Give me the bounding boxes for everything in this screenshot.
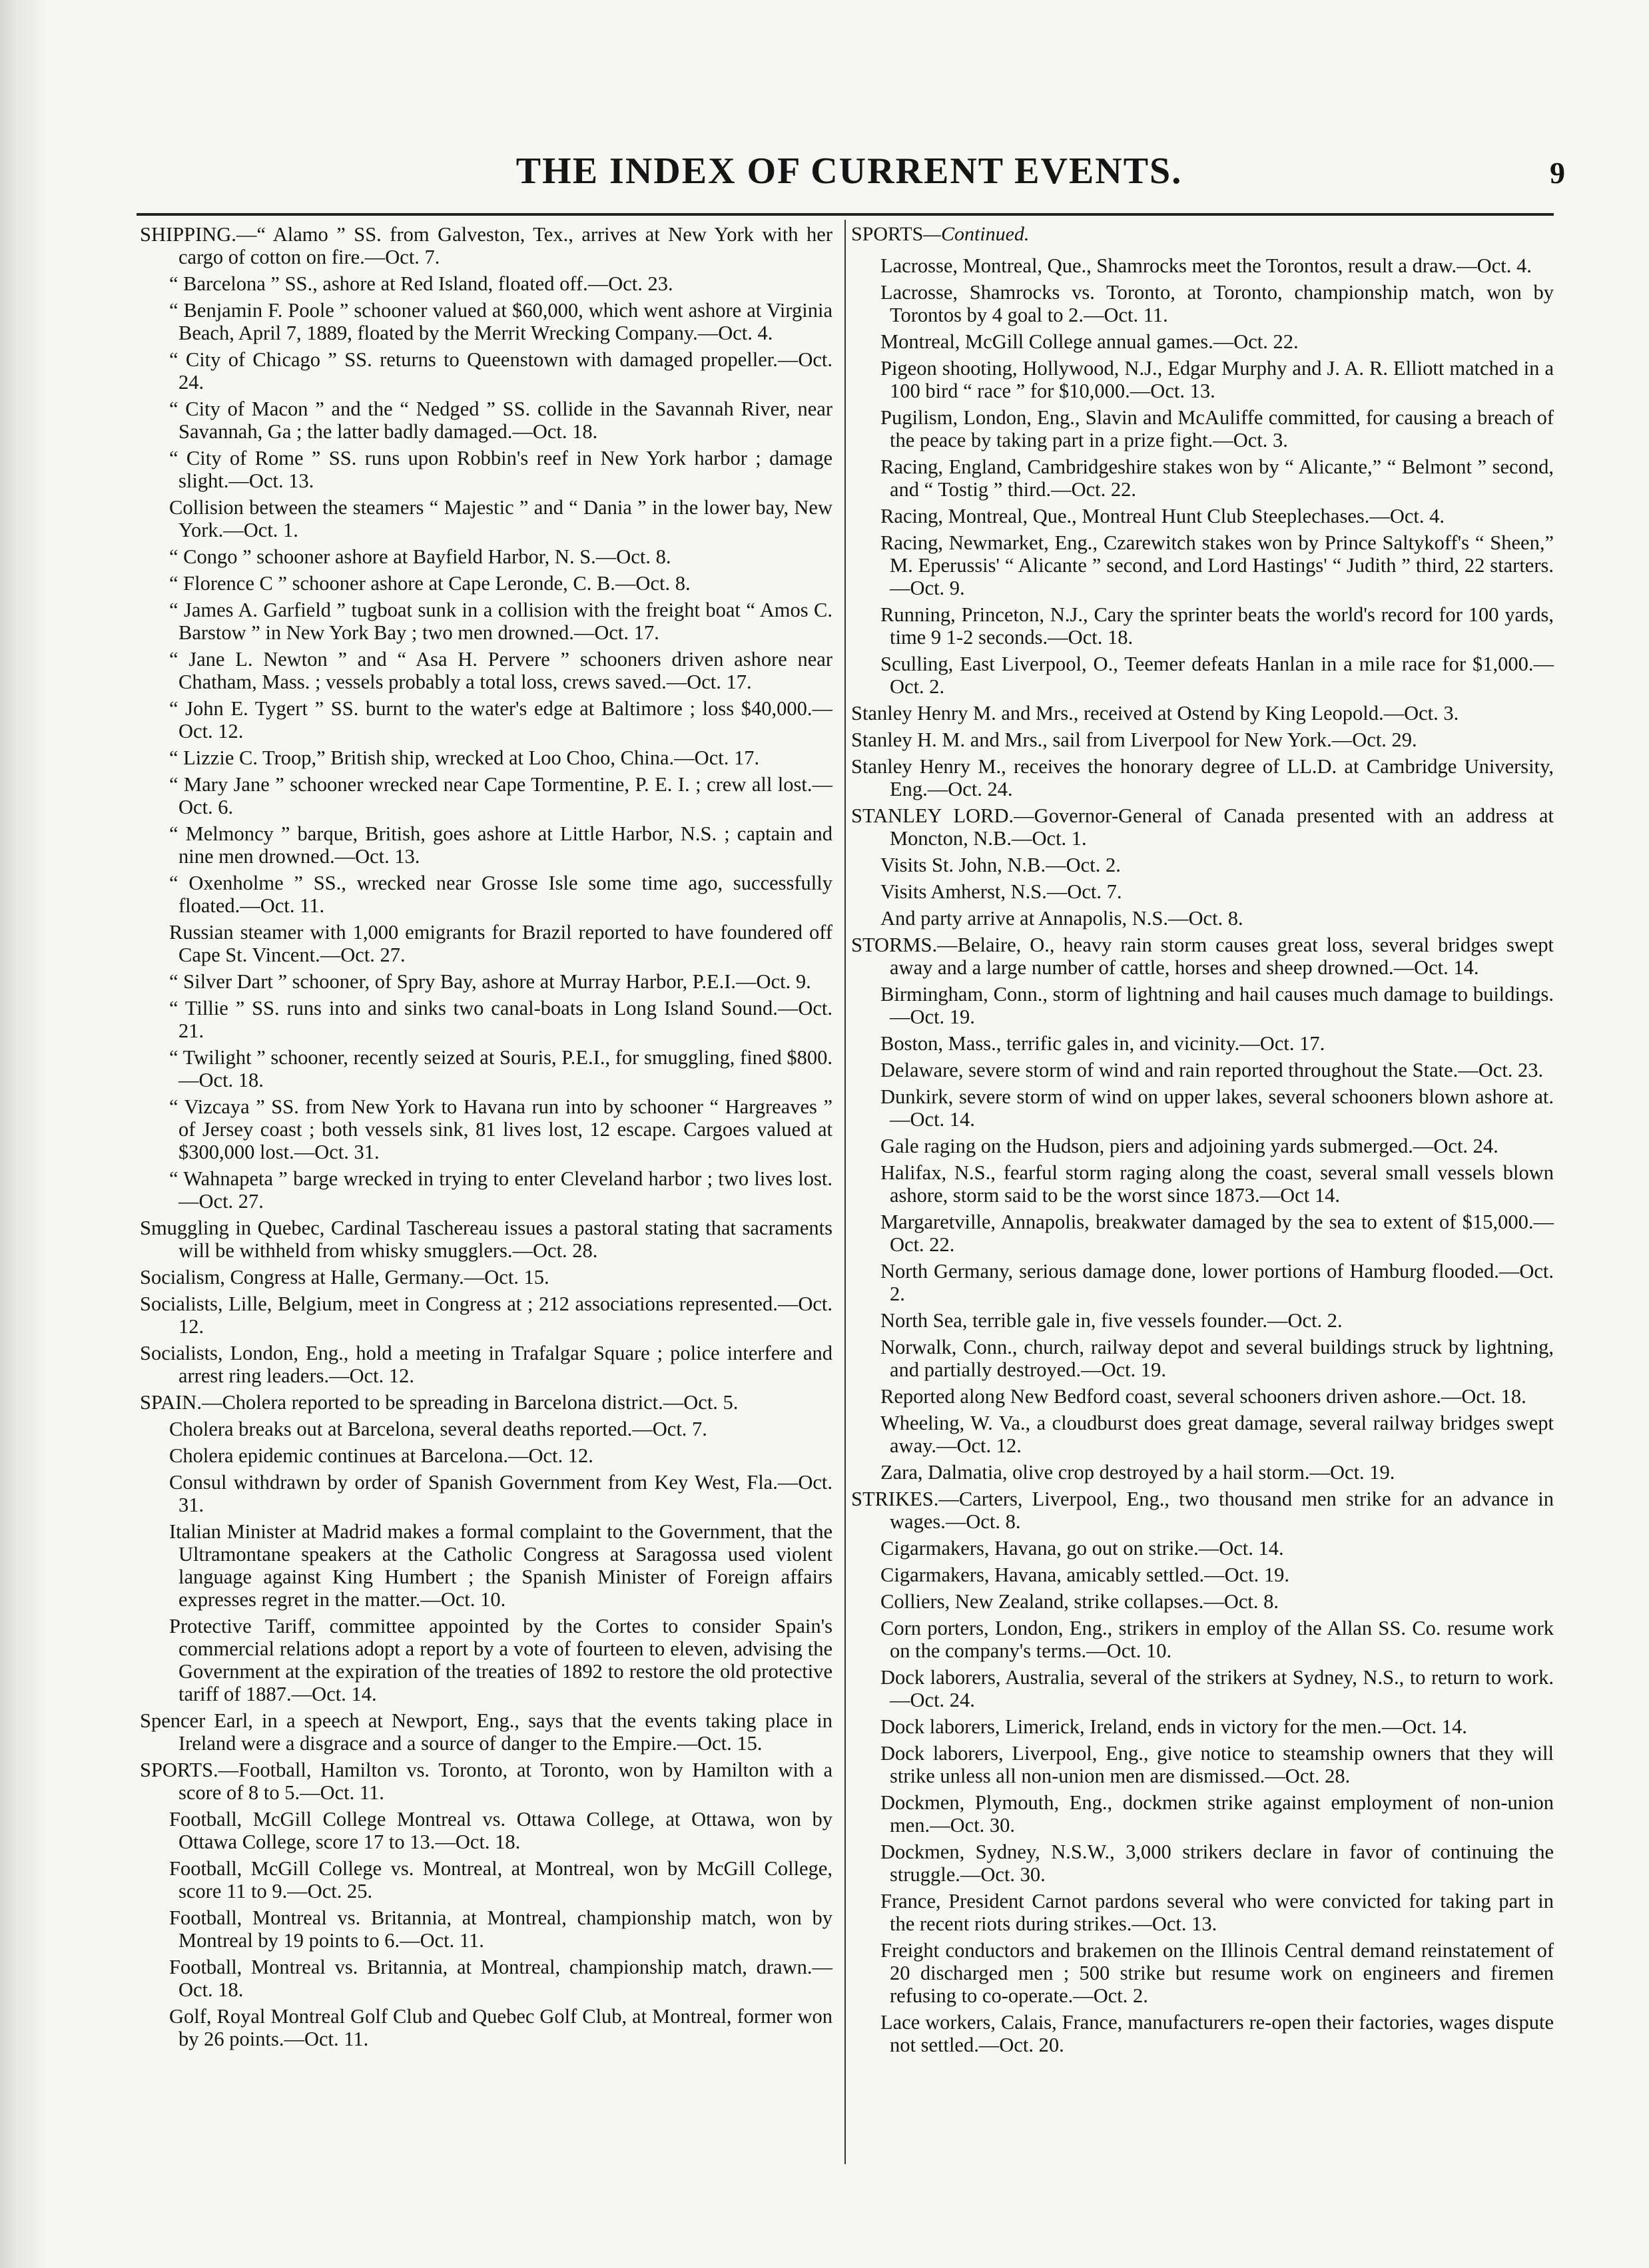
page-number: 9 [1550, 156, 1565, 190]
index-subentry: “ Tillie ” SS. runs into and sinks two canal-boats in Long Island Sound.—Oct. 21. [169, 997, 832, 1042]
index-entry: SPAIN.—Cholera reported to be spreading in Barcelona district.—Oct. 5. [140, 1391, 739, 1414]
continued-heading-suffix: —Continued. [923, 223, 1030, 245]
index-subentry: Wheeling, W. Va., a cloudburst does great damage, several railway bridges swept away.—Oct. 12. [880, 1412, 1554, 1458]
index-subentry: “ James A. Garfield ” tugboat sunk in a collision with the freight boat “ Amos C. Barstow ” in New York Bay ; two men drowned.—Oct. 17. [169, 599, 832, 644]
index-subentry: Dock laborers, Liverpool, Eng., give notice to steamship owners that they will strike unless all non-union men are dismissed.—Oct. 28. [880, 1742, 1554, 1788]
index-entry: Socialists, Lille, Belgium, meet in Congress at ; 212 associations represented.—Oct. 12. [140, 1292, 832, 1338]
index-subentry: “ Silver Dart ” schooner, of Spry Bay, ashore at Murray Harbor, P.E.I.—Oct. 9. [169, 970, 811, 993]
index-subentry: Cigarmakers, Havana, go out on strike.—Oct. 14. [880, 1537, 1284, 1560]
index-subentry: Delaware, severe storm of wind and rain reported throughout the State.—Oct. 23. [880, 1059, 1544, 1082]
index-subentry: “ Florence C ” schooner ashore at Cape Leronde, C. B.—Oct. 8. [169, 572, 691, 595]
index-subentry: Lace workers, Calais, France, manufacturers re-open their factories, wages dispute not settled.—Oct. 20. [880, 2011, 1554, 2057]
index-entry: SPORTS.—Football, Hamilton vs. Toronto, at Toronto, won by Hamilton with a score of 8 to 5.—Oct. 11. [140, 1759, 832, 1804]
index-subentry: “ Lizzie C. Troop,” British ship, wrecked at Loo Choo, China.—Oct. 17. [169, 746, 760, 769]
index-subentry: And party arrive at Annapolis, N.S.—Oct. 8. [880, 907, 1243, 930]
index-subentry: Visits Amherst, N.S.—Oct. 7. [880, 880, 1122, 904]
index-subentry: “ City of Rome ” SS. runs upon Robbin's reef in New York harbor ; damage slight.—Oct. 13. [169, 447, 832, 492]
index-entry: Stanley Henry M., receives the honorary degree of LL.D. at Cambridge University, Eng.—Oct. 24. [851, 755, 1554, 801]
page-header [133, 150, 1565, 196]
index-subentry: Dock laborers, Australia, several of the strikers at Sydney, N.S., to return to work.—Oct. 24. [880, 1666, 1554, 1712]
index-subentry: Football, McGill College vs. Montreal, at Montreal, won by McGill College, score 11 to 9.—Oct. 25. [169, 1857, 832, 1902]
index-entry: Socialism, Congress at Halle, Germany.—Oct. 15. [140, 1266, 549, 1288]
index-subentry: Pigeon shooting, Hollywood, N.J., Edgar Murphy and J. A. R. Elliott matched in a 100 bird “ race ” for $10,000.—Oct. 13. [880, 357, 1554, 403]
index-subentry: Lacrosse, Montreal, Que., Shamrocks meet the Torontos, result a draw.—Oct. 4. [880, 254, 1532, 278]
index-subentry: Dockmen, Plymouth, Eng., dockmen strike against employment of non-union men.—Oct. 30. [880, 1791, 1554, 1837]
index-subentry: “ Jane L. Newton ” and “ Asa H. Pervere ” schooners driven ashore near Chatham, Mass. ; vessels probably a total loss, crews saved.—Oct. 17. [169, 648, 832, 693]
index-subentry: Consul withdrawn by order of Spanish Government from Key West, Fla.—Oct. 31. [169, 1471, 832, 1516]
index-subentry: Dunkirk, severe storm of wind on upper lakes, several schooners blown ashore at.—Oct. 14. [880, 1085, 1554, 1131]
index-subentry: North Sea, terrible gale in, five vessels founder.—Oct. 2. [880, 1309, 1343, 1332]
continued-heading-label: SPORTS [851, 223, 924, 245]
index-subentry: France, President Carnot pardons several who were convicted for taking part in the recent riots during strikes.—Oct. 13. [880, 1890, 1554, 1936]
index-subentry: Halifax, N.S., fearful storm raging along the coast, several small vessels blown ashore, storm said to be the worst since 1873.—Oct 14. [880, 1161, 1554, 1207]
index-subentry: Birmingham, Conn., storm of lightning and hail causes much damage to buildings.—Oct. 19. [880, 983, 1554, 1029]
index-subentry: Reported along New Bedford coast, several schooners driven ashore.—Oct. 18. [880, 1385, 1526, 1408]
index-subentry: Golf, Royal Montreal Golf Club and Quebec Golf Club, at Montreal, former won by 26 points.—Oct. 11. [169, 2005, 832, 2050]
index-subentry: “ City of Macon ” and the “ Nedged ” SS. collide in the Savannah River, near Savannah, Ga ; the latter badly damaged.—Oct. 18. [169, 398, 832, 443]
index-subentry: Gale raging on the Hudson, piers and adjoining yards submerged.—Oct. 24. [880, 1135, 1498, 1158]
right-column [851, 223, 1554, 2060]
index-subentry: Zara, Dalmatia, olive crop destroyed by a hail storm.—Oct. 19. [880, 1461, 1395, 1484]
index-subentry: Racing, England, Cambridgeshire stakes won by “ Alicante,” “ Belmont ” second, and “ Tostig ” third.—Oct. 22. [880, 455, 1554, 501]
index-subentry: Protective Tariff, committee appointed by the Cortes to consider Spain's commercial relations adopt a report by a vote of fourteen to eleven, advising the Government at the expiration of the treaties of 1892 to restore the old protective tariff of 1887.—Oct. 14. [169, 1615, 832, 1705]
index-entry: Socialists, London, Eng., hold a meeting in Trafalgar Square ; police interfere and arrest ring leaders.—Oct. 12. [140, 1342, 832, 1387]
left-column [140, 223, 832, 2054]
index-subentry: “ Oxenholme ” SS., wrecked near Grosse Isle some time ago, successfully floated.—Oct. 11. [169, 872, 832, 917]
index-entry: STANLEY LORD.—Governor-General of Canada presented with an address at Moncton, N.B.—Oct. 1. [851, 804, 1554, 850]
index-entry: Stanley H. M. and Mrs., sail from Liverpool for New York.—Oct. 29. [851, 728, 1417, 752]
index-subentry: “ Wahnapeta ” barge wrecked in trying to enter Cleveland harbor ; two lives lost.—Oct. 27. [169, 1167, 832, 1213]
index-subentry: “ Melmoncy ” barque, British, goes ashore at Little Harbor, N.S. ; captain and nine men drowned.—Oct. 13. [169, 822, 832, 868]
index-subentry: Colliers, New Zealand, strike collapses.—Oct. 8. [880, 1590, 1279, 1613]
index-subentry: Margaretville, Annapolis, breakwater damaged by the sea to extent of $15,000.—Oct. 22. [880, 1211, 1554, 1257]
index-subentry: “ Congo ” schooner ashore at Bayfield Harbor, N. S.—Oct. 8. [169, 545, 671, 568]
column-divider [844, 220, 846, 2164]
index-entry: STRIKES.—Carters, Liverpool, Eng., two thousand men strike for an advance in wages.—Oct. 8. [851, 1488, 1554, 1534]
index-subentry: Italian Minister at Madrid makes a formal complaint to the Government, that the Ultramontane speakers at the Catholic Congress at Saragossa used violent language against King Humbert ; the Spanish Minister of Foreign affairs expresses regret in the matter.—Oct. 10. [169, 1520, 832, 1611]
index-subentry: Norwalk, Conn., church, railway depot and several buildings struck by lightning, and partially destroyed.—Oct. 19. [880, 1336, 1554, 1382]
index-entry: STORMS.—Belaire, O., heavy rain storm causes great loss, several bridges swept away and a large number of cattle, horses and sheep drowned.—Oct. 14. [851, 934, 1554, 980]
index-subentry: “ City of Chicago ” SS. returns to Queenstown with damaged propeller.—Oct. 24. [169, 348, 832, 394]
index-entry: Smuggling in Quebec, Cardinal Taschereau issues a pastoral stating that sacraments will be withheld from whisky smugglers.—Oct. 28. [140, 1217, 832, 1262]
index-entry: Spencer Earl, in a speech at Newport, Eng., says that the events taking place in Ireland were a disgrace and a source of danger to the Empire.—Oct. 15. [140, 1709, 832, 1755]
index-subentry: Lacrosse, Shamrocks vs. Toronto, at Toronto, championship match, won by Torontos by 4 goal to 2.—Oct. 11. [880, 281, 1554, 327]
index-subentry: Football, Montreal vs. Britannia, at Montreal, championship match, won by Montreal by 19 points to 6.—Oct. 11. [169, 1906, 832, 1952]
index-subentry: “ Twilight ” schooner, recently seized at Souris, P.E.I., for smuggling, fined $800.—Oct. 18. [169, 1046, 832, 1091]
header-rule [137, 213, 1554, 216]
page-title: THE INDEX OF CURRENT EVENTS. [515, 150, 1183, 192]
index-subentry: Dockmen, Sydney, N.S.W., 3,000 strikers declare in favor of continuing the struggle.—Oct. 30. [880, 1841, 1554, 1886]
index-subentry: Racing, Montreal, Que., Montreal Hunt Club Steeplechases.—Oct. 4. [880, 505, 1445, 528]
index-subentry: Montreal, McGill College annual games.—Oct. 22. [880, 330, 1299, 354]
index-subentry: North Germany, serious damage done, lower portions of Hamburg flooded.—Oct. 2. [880, 1260, 1554, 1306]
index-subentry: Running, Princeton, N.J., Cary the sprinter beats the world's record for 100 yards, time 9 1-2 seconds.—Oct. 18. [880, 603, 1554, 649]
index-subentry: Cholera breaks out at Barcelona, several deaths reported.—Oct. 7. [169, 1418, 707, 1440]
index-subentry: Sculling, East Liverpool, O., Teemer defeats Hanlan in a mile race for $1,000.—Oct. 2. [880, 653, 1554, 699]
continued-heading [851, 223, 1554, 245]
index-entry: SHIPPING.—“ Alamo ” SS. from Galveston, Tex., arrives at New York with her cargo of cotton on fire.—Oct. 7. [140, 223, 832, 268]
index-subentry: Football, Montreal vs. Britannia, at Montreal, championship match, drawn.—Oct. 18. [169, 1956, 832, 2001]
index-subentry: Visits St. John, N.B.—Oct. 2. [880, 854, 1121, 877]
index-subentry: “ Mary Jane ” schooner wrecked near Cape Tormentine, P. E. I. ; crew all lost.—Oct. 6. [169, 773, 832, 818]
index-entry: Stanley Henry M. and Mrs., received at Ostend by King Leopold.—Oct. 3. [851, 702, 1459, 725]
index-subentry: Cholera epidemic continues at Barcelona.—Oct. 12. [169, 1444, 593, 1467]
index-subentry: Freight conductors and brakemen on the Illinois Central demand reinstatement of 20 discharged men ; 500 strike but resume work on engineers and firemen refusing to co-operate.—Oct. 2. [880, 1939, 1554, 2008]
index-subentry: Boston, Mass., terrific gales in, and vicinity.—Oct. 17. [880, 1032, 1325, 1055]
index-subentry: Corn porters, London, Eng., strikers in employ of the Allan SS. Co. resume work on the company's terms.—Oct. 10. [880, 1617, 1554, 1663]
index-subentry: Pugilism, London, Eng., Slavin and McAuliffe committed, for causing a breach of the peace by taking part in a prize fight.—Oct. 3. [880, 406, 1554, 452]
index-subentry: Racing, Newmarket, Eng., Czarewitch stakes won by Prince Saltykoff's “ Sheen,” M. Eperussis' “ Alicante ” second, and Lord Hastings' “ Judith ” third, 22 starters.—Oct. 9. [880, 531, 1554, 600]
scan-edge-shadow [0, 0, 47, 2268]
index-subentry: Russian steamer with 1,000 emigrants for Brazil reported to have foundered off Cape St. Vincent.—Oct. 27. [169, 921, 832, 966]
index-subentry: “ Benjamin F. Poole ” schooner valued at $60,000, which went ashore at Virginia Beach, April 7, 1889, floated by the Merrit Wrecking Company.—Oct. 4. [169, 299, 832, 344]
index-subentry: Dock laborers, Limerick, Ireland, ends in victory for the men.—Oct. 14. [880, 1715, 1467, 1739]
index-subentry: “ John E. Tygert ” SS. burnt to the water's edge at Baltimore ; loss $40,000.—Oct. 12. [169, 697, 832, 742]
index-subentry: Cigarmakers, Havana, amicably settled.—Oct. 19. [880, 1563, 1290, 1587]
index-subentry: “ Barcelona ” SS., ashore at Red Island, floated off.—Oct. 23. [169, 272, 673, 295]
index-subentry: “ Vizcaya ” SS. from New York to Havana run into by schooner “ Hargreaves ” of Jersey coast ; both vessels sink, 81 lives lost, 12 escape. Cargoes valued at $300,000 lost.—Oct. 31. [169, 1095, 832, 1163]
index-subentry: Collision between the steamers “ Majestic ” and “ Dania ” in the lower bay, New York.—Oct. 1. [169, 496, 832, 541]
index-subentry: Football, McGill College Montreal vs. Ottawa College, at Ottawa, won by Ottawa College, score 17 to 13.—Oct. 18. [169, 1808, 832, 1853]
